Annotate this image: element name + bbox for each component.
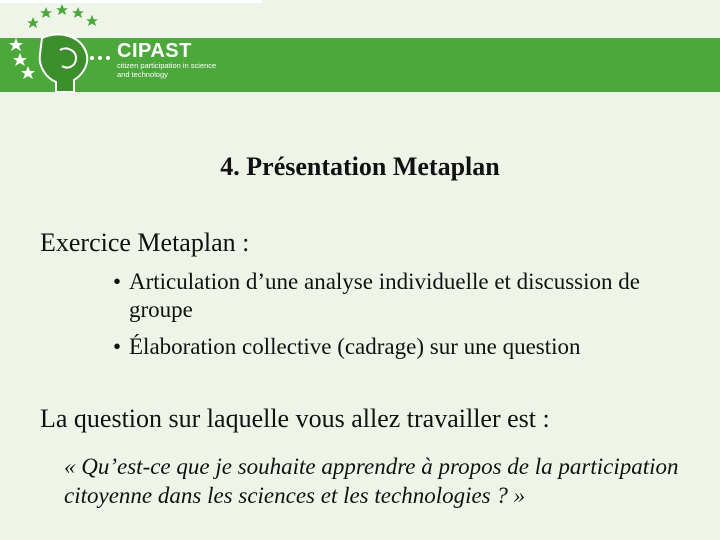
star-icon xyxy=(55,3,69,16)
question-heading: La question sur laquelle vous allez travailler est : xyxy=(40,404,550,433)
slide-title xyxy=(0,152,720,182)
star-icon xyxy=(39,6,53,19)
section-heading: Exercice Metaplan : xyxy=(40,228,250,257)
list-item xyxy=(113,333,689,361)
cipast-logo-icon xyxy=(0,0,115,95)
brand-name: CIPAST xyxy=(117,40,192,62)
slide-title-text: 4. Présentation Metaplan xyxy=(220,152,500,181)
brand-block xyxy=(117,40,227,79)
bullet-text: Articulation d’une analyse individuelle et discussion de groupe xyxy=(129,269,640,322)
bullet-icon: • xyxy=(113,269,122,294)
question-text: « Qu’est-ce que je souhaite apprendre à propos de la participation citoyenne dans les sciences et les technologies ? » xyxy=(64,454,679,508)
star-icon xyxy=(9,38,23,51)
star-icon xyxy=(71,6,85,19)
bullet-text: Élaboration collective (cadrage) sur une question xyxy=(129,334,581,359)
star-icon xyxy=(21,66,35,79)
bullet-list xyxy=(113,268,689,370)
brand-tagline: citizen participation in science and technology xyxy=(117,61,217,79)
star-icon xyxy=(13,53,27,66)
star-icon xyxy=(85,14,99,27)
bullet-icon: • xyxy=(113,334,122,359)
list-item xyxy=(113,268,689,324)
star-icon xyxy=(26,16,40,29)
